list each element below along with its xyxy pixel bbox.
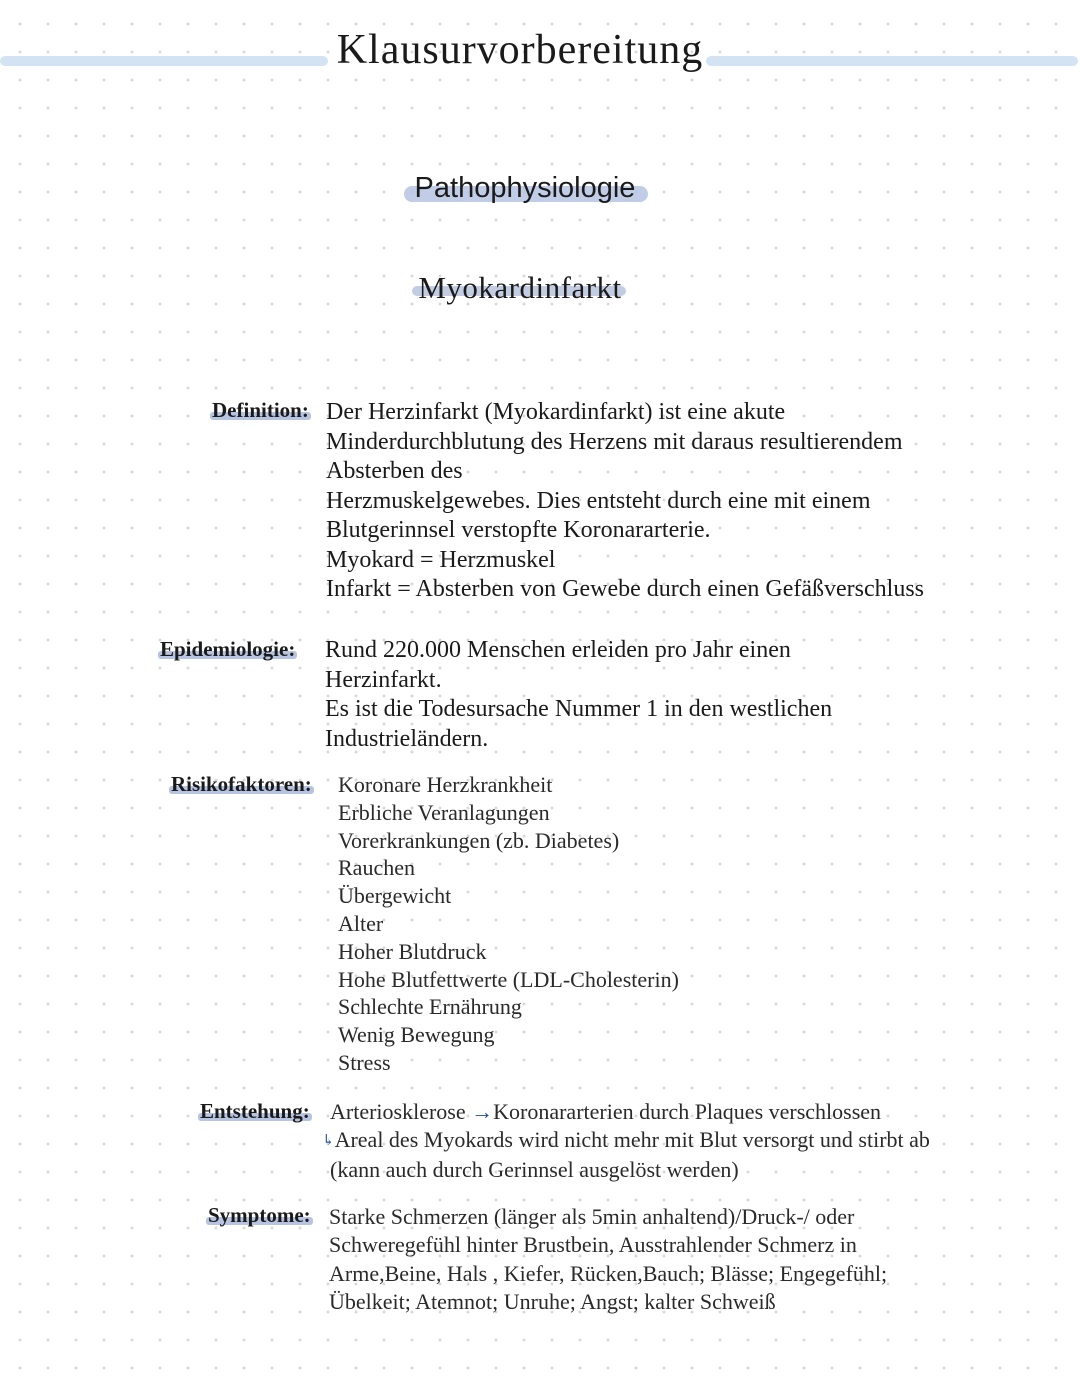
definition-line: Herzmuskelgewebes. Dies entsteht durch eine mit einem <box>326 487 871 514</box>
definition-line: Minderdurchblutung des Herzens mit daraus resultierendem <box>326 428 903 455</box>
entstehung-cause: Arteriosklerose <box>330 1099 466 1124</box>
return-arrow-icon: ↳ <box>322 1133 335 1150</box>
definition-label: Definition: <box>212 398 309 422</box>
subject-heading: Pathophysiologie <box>414 172 636 204</box>
symptome-line: Schweregefühl hinter Brustbein, Ausstrahlender Schmerz in <box>329 1232 857 1258</box>
symptome-line: Starke Schmerzen (länger als 5min anhaltend)/Druck-/ oder <box>329 1204 855 1229</box>
epidemiologie-line: Es ist die Todesursache Nummer 1 in den westlichen <box>325 696 833 722</box>
list-item: Alter <box>338 910 384 936</box>
list-item: Hohe Blutfettwerte (LDL-Cholesterin) <box>338 966 679 992</box>
epidemiologie-text <box>325 636 832 754</box>
risikofaktoren-label: Risikofaktoren: <box>171 772 312 796</box>
symptome-line: Übelkeit; Atemnot; Unruhe; Angst; kalter Schweiß <box>329 1288 776 1314</box>
list-item: Rauchen <box>338 855 415 881</box>
risikofaktoren-list <box>338 771 679 1077</box>
entstehung-line: (kann auch durch Gerinnsel ausgelöst werden) <box>330 1156 739 1182</box>
list-item: Erbliche Veranlagungen <box>338 799 550 825</box>
list-item: Koronare Herzkrankheit <box>338 772 553 797</box>
definition-line: Infarkt = Absterben von Gewebe durch einen Gefäßverschluss <box>326 576 924 602</box>
list-item: Stress <box>338 1049 391 1075</box>
page-title: Klausurvorbereitung <box>336 27 704 73</box>
entstehung-line: ↳Areal des Myokards wird nicht mehr mit Blut versorgt und stirbt ab <box>322 1127 930 1153</box>
entstehung-effect: Koronararterien durch Plaques verschlossen <box>493 1099 882 1124</box>
entstehung-label: Entstehung: <box>200 1099 310 1123</box>
epidemiologie-line: Industrieländern. <box>325 725 489 752</box>
definition-line: Myokard = Herzmuskel <box>326 546 556 573</box>
arrow-right-icon: → <box>471 1099 494 1124</box>
list-item: Hoher Blutdruck <box>338 938 487 964</box>
symptome-line: Arme,Beine, Hals , Kiefer, Rücken,Bauch; Blässe; Engegefühl; <box>329 1260 888 1286</box>
symptome-label: Symptome: <box>208 1203 311 1227</box>
definition-line: Absterben des <box>326 458 463 484</box>
list-item: Schlechte Ernährung <box>338 994 522 1020</box>
entstehung-line <box>330 1098 930 1126</box>
epidemiologie-label: Epidemiologie: <box>160 637 296 661</box>
list-item: Übergewicht <box>338 883 452 909</box>
epidemiologie-line: Herzinfarkt. <box>325 666 442 693</box>
definition-line: Der Herzinfarkt (Myokardinfarkt) ist eine akute <box>326 399 786 425</box>
entstehung-text <box>322 1098 930 1184</box>
epidemiologie-line: Rund 220.000 Menschen erleiden pro Jahr einen <box>325 637 791 663</box>
list-item: Wenig Bewegung <box>338 1022 495 1048</box>
definition-line: Blutgerinnsel verstopfte Koronararterie. <box>326 517 711 543</box>
topic-heading: Myokardinfarkt <box>418 270 622 305</box>
symptome-text <box>329 1203 887 1316</box>
list-item: Vorerkrankungen (zb. Diabetes) <box>338 827 620 853</box>
definition-text <box>326 398 924 605</box>
